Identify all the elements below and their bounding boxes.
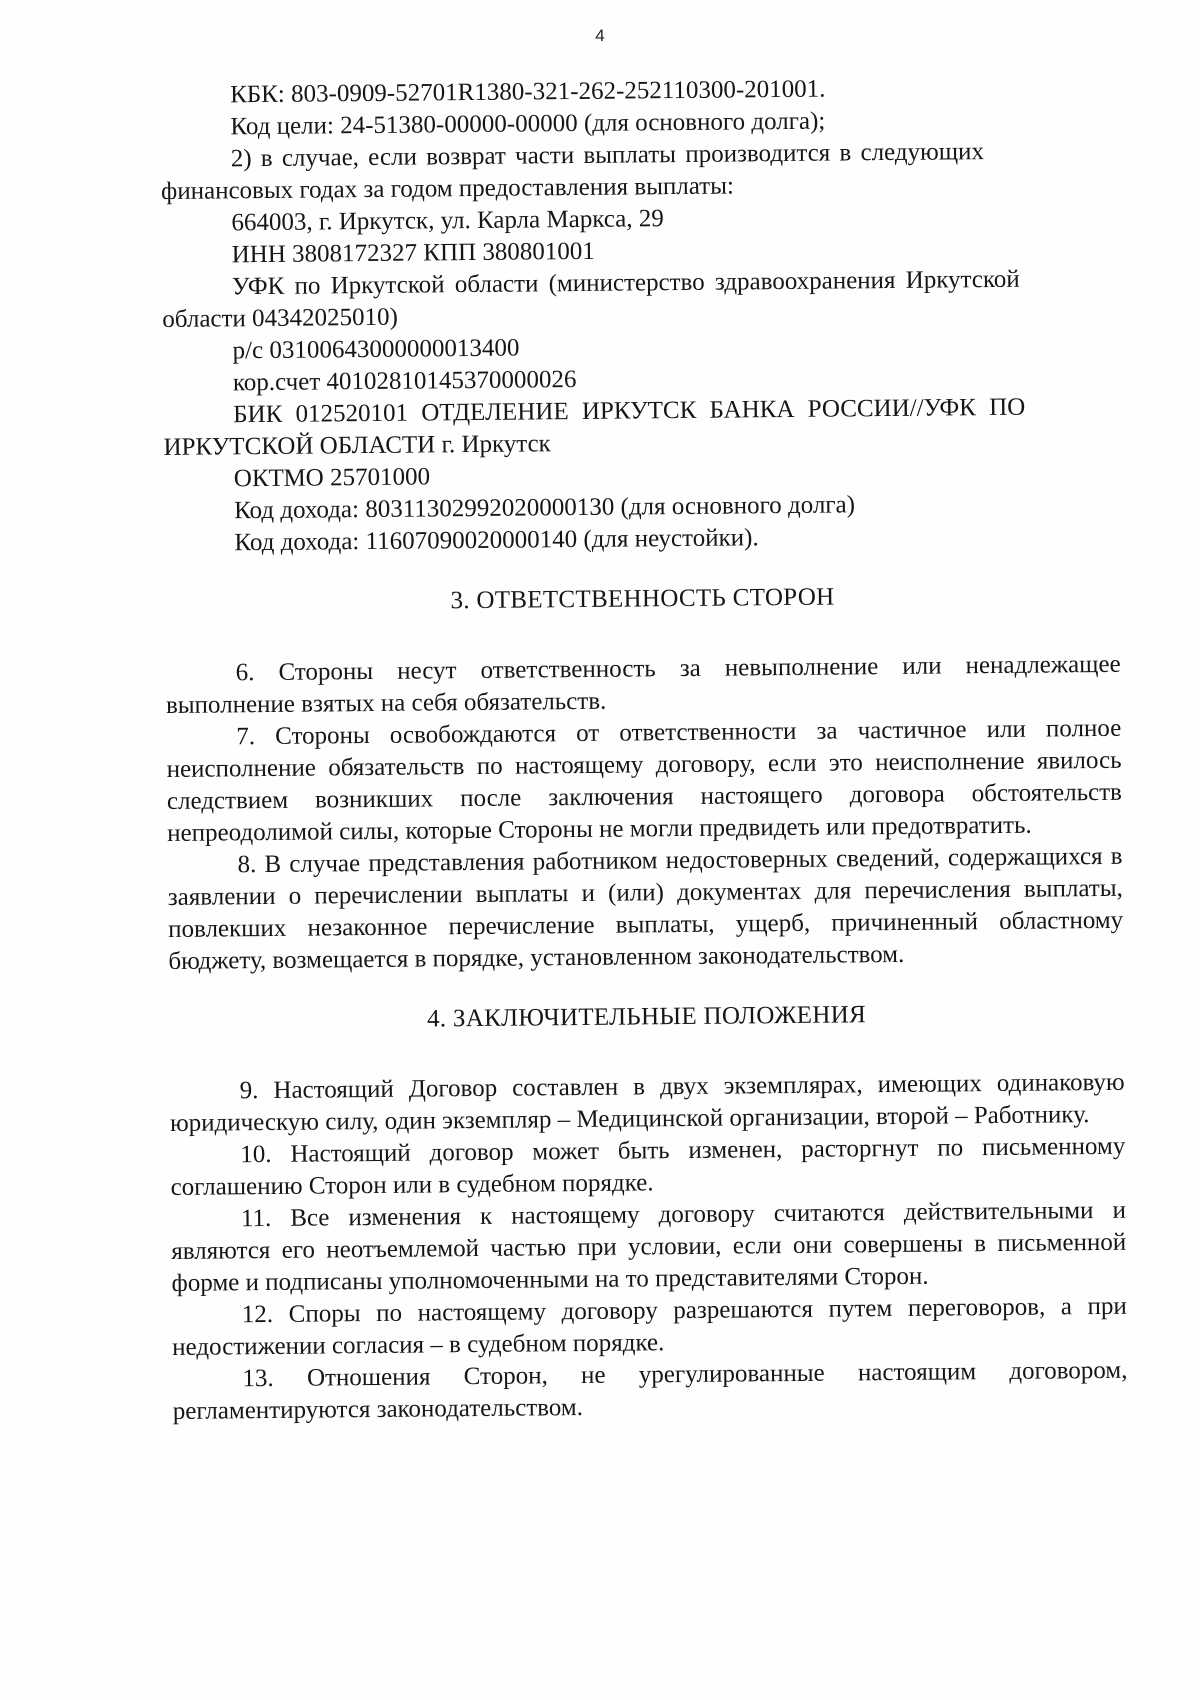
section-4-title: 4. ЗАКЛЮЧИТЕЛЬНЫЕ ПОЛОЖЕНИЯ: [426, 1001, 867, 1033]
paragraph-7: 7. Стороны освобождаются от ответственности за частичное или полное неисполнение обязательств по настоящему договору, если это неисполнение явилось следствием возникших после заключения настоящего договора обстоятельств непреодолимой силы, которые Стороны не могли предвидеть или предотвратить.: [166, 714, 1123, 847]
paragraph-11: 11. Все изменения к настоящему договору считаются действительными и являются его неотъемлемой частью при условии, если они совершены в письменной форме и подписаны уполномоченными на то представителями Сторон.: [171, 1196, 1127, 1297]
paragraph-10: 10. Настоящий договор может быть изменен, расторгнут по письменному соглашению Сторон или в судебном порядке.: [170, 1132, 1126, 1201]
income-code-main-line: Код дохода: 80311302992020000130 (для основного долга): [234, 491, 856, 525]
paragraph-13: 13. Отношения Сторон, не урегулированные настоящим договором, регламентируются законодательством.: [172, 1356, 1128, 1425]
item2-line2: финансовых годах за годом предоставления выплаты:: [160, 172, 735, 205]
section-3: [165, 579, 1124, 978]
ufk-line2: области 04342025010): [162, 303, 399, 333]
income-code-penalty-line: Код дохода: 11607090020000140 (для неустойки).: [234, 524, 759, 557]
bik-line2: ИРКУТСКОЙ ОБЛАСТИ г. Иркутск: [163, 430, 551, 461]
paragraph-8: 8. В случае представления работником недостоверных сведений, содержащихся в заявлении о перечислении выплаты и (или) документах для перечисления выплаты, повлекших незаконное перечисление выплаты, ущерб, причиненный областному бюджету, возмещается в порядке, установленном законодательством.: [167, 842, 1124, 975]
page-number: 4: [595, 26, 605, 45]
section-4: [169, 997, 1128, 1428]
paragraph-6: 6. Стороны несут ответственность за невыполнение или ненадлежащее выполнение взятых на себя обязательств.: [165, 650, 1121, 719]
document-body: [160, 71, 1128, 1428]
paragraph-12: 12. Споры по настоящему договору разрешаются путем переговоров, а при недостижении согласия – в судебном порядке.: [172, 1292, 1127, 1361]
corr-account-line: кор.счет 40102810145370000026: [232, 366, 577, 397]
item2-line1: 2) в случае, если возврат части выплаты производится в следующих: [230, 138, 985, 173]
section-3-title: 3. ОТВЕТСТВЕННОСТЬ СТОРОН: [450, 583, 835, 615]
ufk-line1: УФК по Иркутской области (министерство здравоохранения Иркутской: [231, 265, 1020, 301]
address-line: 664003, г. Иркутск, ул. Карла Маркса, 29: [231, 205, 664, 237]
account-line: р/с 03100643000000013400: [232, 334, 520, 365]
oktmo-line: ОКТМО 25701000: [233, 463, 431, 493]
payment-details-block: [160, 71, 1120, 560]
inn-kpp-line: ИНН 3808172327 КПП 380801001: [231, 237, 595, 269]
kbk-line: КБК: 803-0909-52701R1380-321-262-252110300-201001.: [230, 75, 826, 109]
goal-code-line: Код цели: 24-51380-00000-00000 (для основного долга);: [230, 107, 826, 141]
bik-line1: БИК 012520101 ОТДЕЛЕНИЕ ИРКУТСК БАНКА РОССИИ//УФК ПО: [233, 393, 1026, 429]
paragraph-9: 9. Настоящий Договор составлен в двух экземплярах, имеющих одинаковую юридическую силу, один экземпляр – Медицинской организации, второй – Работнику.: [169, 1068, 1125, 1137]
